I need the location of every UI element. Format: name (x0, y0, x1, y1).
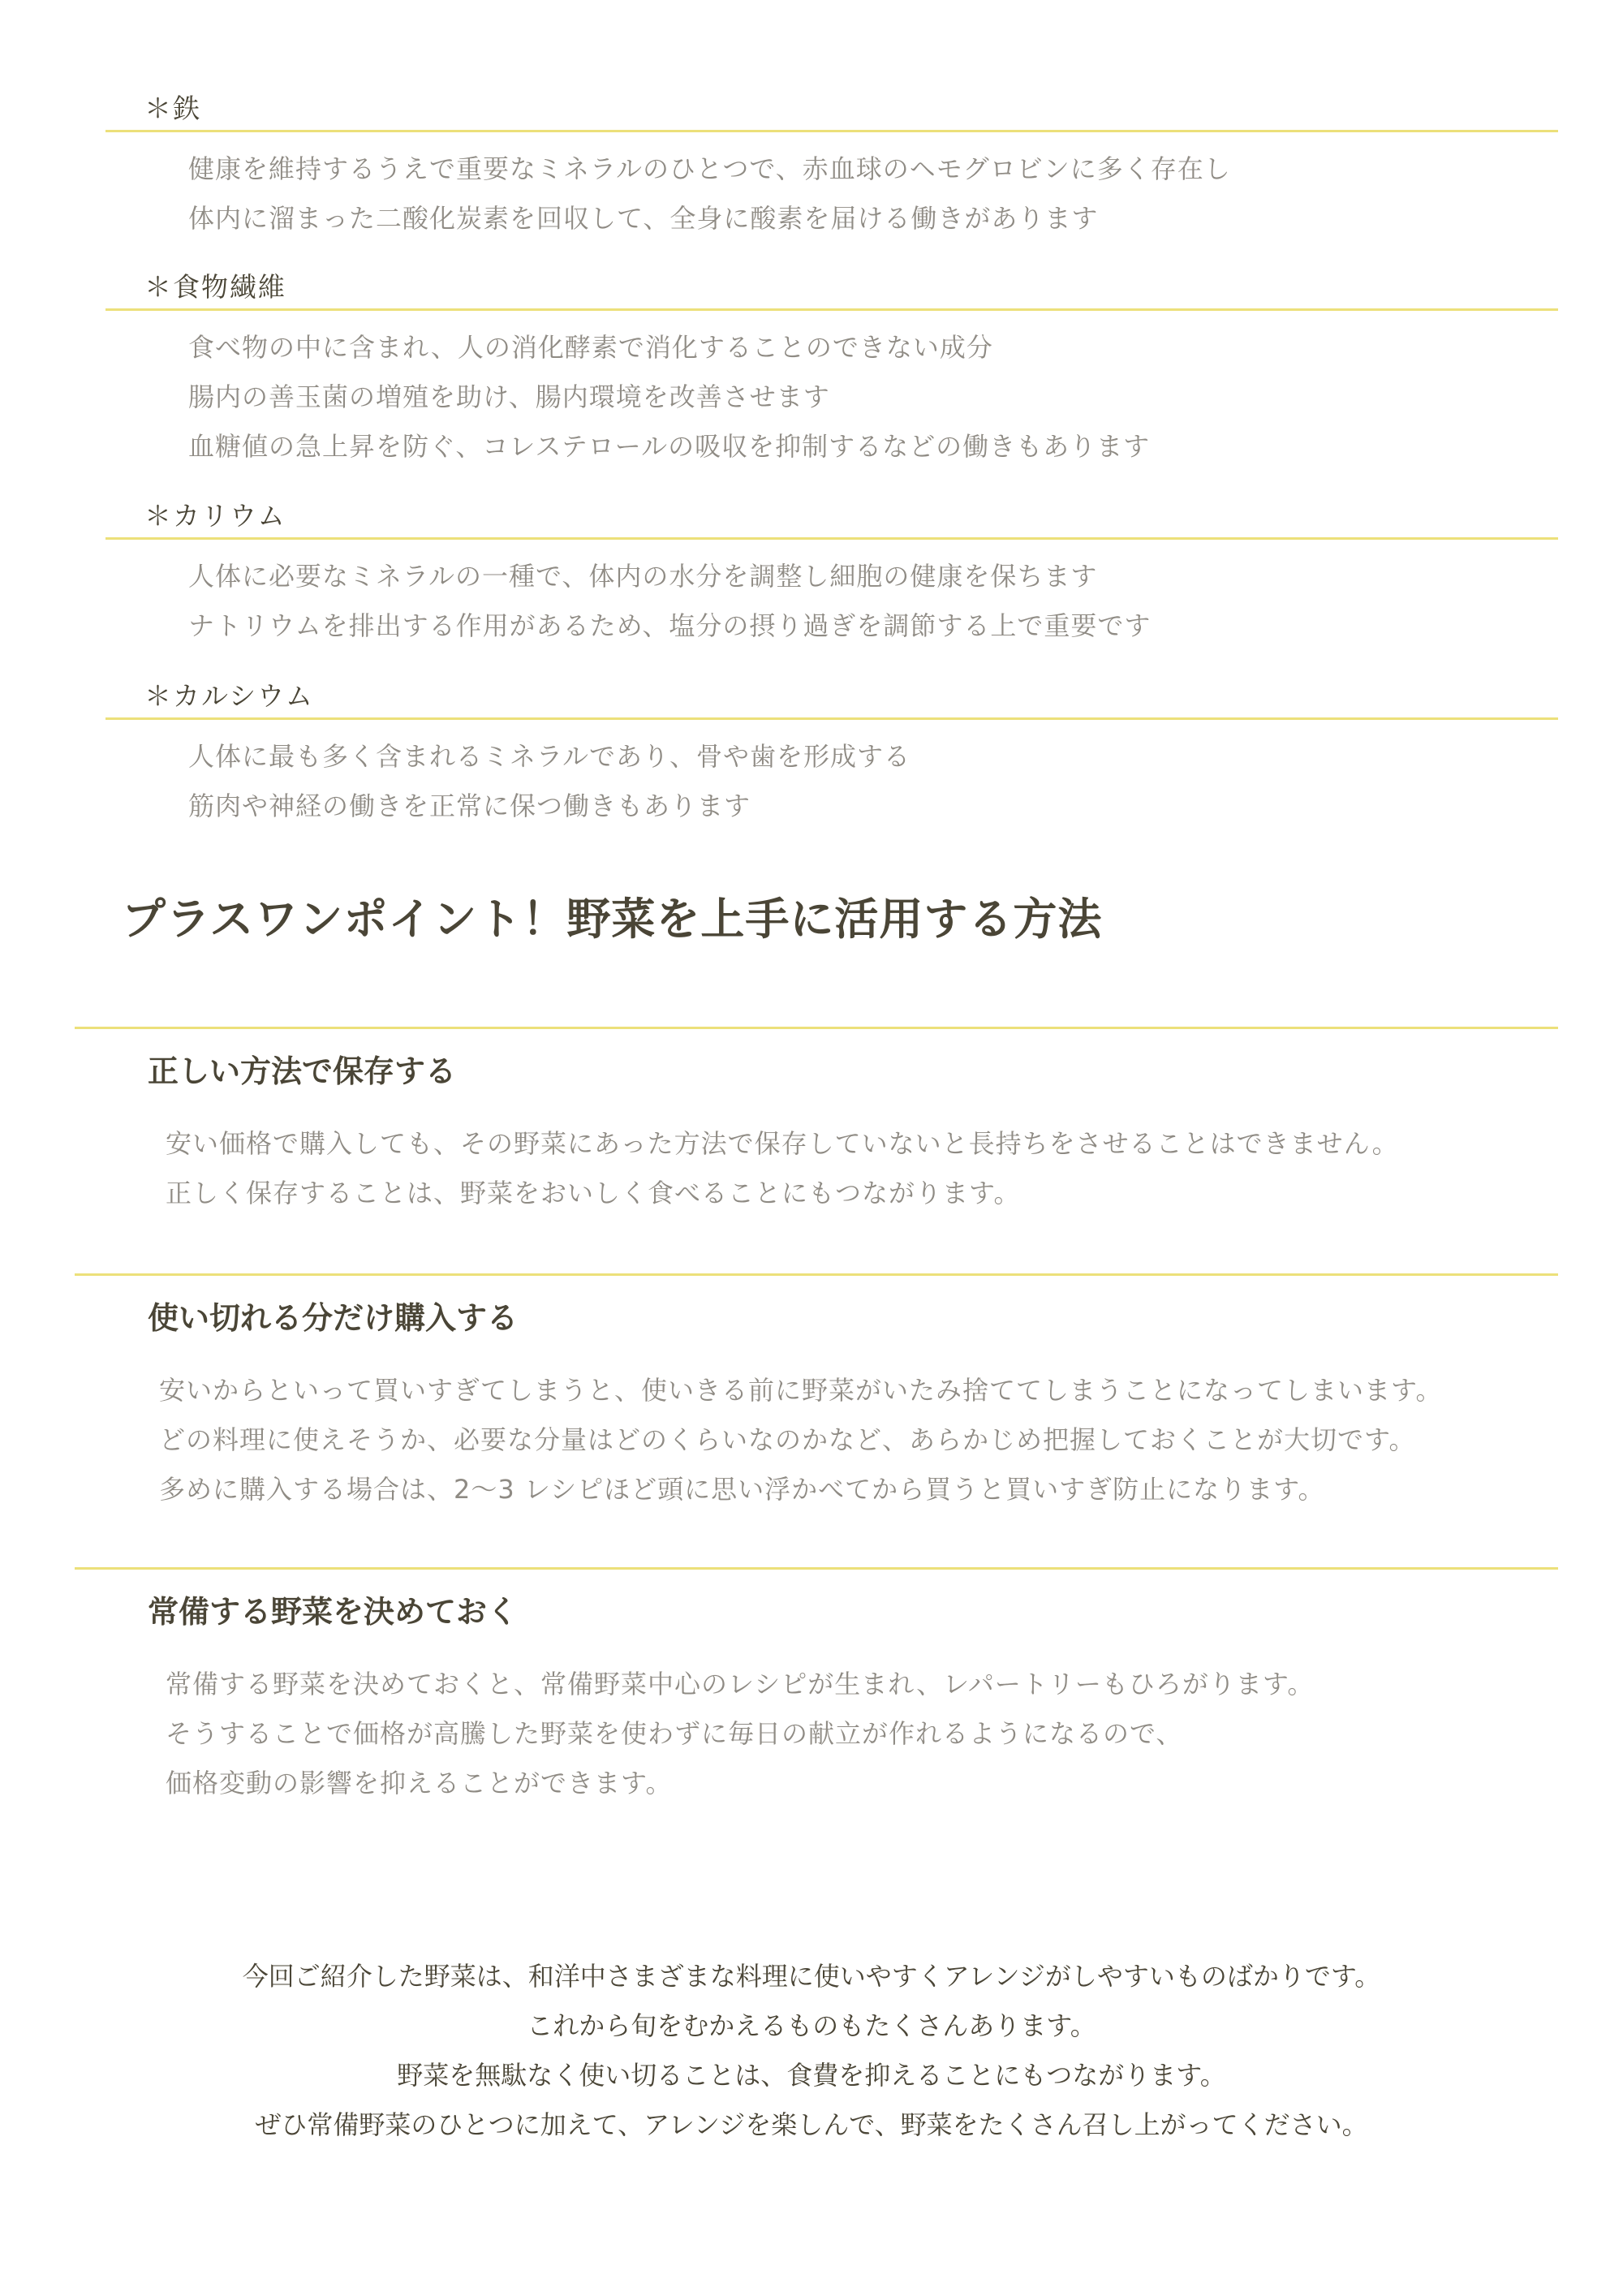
nutrient-description (188, 552, 1151, 651)
section-divider (75, 1567, 1558, 1570)
tip-title: 正しい方法で保存する (148, 1053, 457, 1089)
nutrient-title: ＊カリウム (144, 500, 286, 532)
section-divider (75, 1027, 1558, 1029)
tip-description (159, 1366, 1442, 1514)
closing-line: ぜひ常備野菜のひとつに加えて、アレンジを楽しんで、野菜をたくさん召し上がってください。 (255, 2109, 1368, 2140)
section-divider (105, 717, 1558, 720)
description-line: 価格変動の影響を抑えることができます。 (166, 1768, 673, 1798)
nutrient-description (188, 732, 911, 831)
description-line: 健康を維持するうえで重要なミネラルのひとつで、赤血球のヘモグロビンに多く存在し (188, 153, 1231, 184)
description-line: 安い価格で購入しても、その野菜にあった方法で保存していないと長持ちをさせることはできません。 (166, 1128, 1399, 1159)
section-divider (105, 130, 1558, 132)
description-line: 多めに購入する場合は、2〜3 レシピほど頭に思い浮かべてから買うと買いすぎ防止になります。 (159, 1474, 1325, 1505)
closing-line: 今回ご紹介した野菜は、和洋中さまざまな料理に使いやすくアレンジがしやすいものばかりです。 (242, 1961, 1381, 1992)
closing-line: これから旬をむかえるものもたくさんあります。 (527, 2010, 1096, 2041)
closing-message (0, 1952, 1623, 2150)
description-line: 体内に溜まった二酸化炭素を回収して、全身に酸素を届ける働きがあります (188, 203, 1099, 234)
description-line: そうすることで価格が高騰した野菜を使わずに毎日の献立が作れるようになるので、 (166, 1718, 1183, 1749)
description-line: 人体に最も多く含まれるミネラルであり、骨や歯を形成する (188, 741, 911, 772)
closing-line: 野菜を無駄なく使い切ることは、食費を抑えることにもつながります。 (397, 2060, 1226, 2091)
description-line: ナトリウムを排出する作用があるため、塩分の摂り過ぎを調節する上で重要です (188, 610, 1152, 641)
description-line: 血糖値の急上昇を防ぐ、コレステロールの吸収を抑制するなどの働きもあります (188, 431, 1151, 462)
tip-title: 常備する野菜を決めておく (148, 1594, 519, 1630)
section-divider (105, 537, 1558, 540)
nutrient-description (188, 323, 1150, 472)
nutrient-title: ＊カルシウム (144, 680, 314, 712)
page-title: プラスワンポイント！野菜を上手に活用する方法 (122, 894, 1103, 945)
section-divider (105, 308, 1558, 311)
description-line: 人体に必要なミネラルの一種で、体内の水分を調整し細胞の健康を保ちます (188, 561, 1098, 592)
description-line: 筋肉や神経の働きを正常に保つ働きもあります (188, 790, 751, 821)
nutrient-title: ＊鉄 (144, 93, 201, 124)
description-line: 腸内の善玉菌の増殖を助け、腸内環境を改善させます (188, 381, 830, 412)
description-line: どの料理に使えそうか、必要な分量はどのくらいなのかなど、あらかじめ把握しておくことが大切です。 (159, 1424, 1416, 1455)
description-line: 安いからといって買いすぎてしまうと、使いきる前に野菜がいたみ捨ててしまうことになってしまいます。 (159, 1375, 1443, 1406)
tip-title: 使い切れる分だけ購入する (148, 1300, 519, 1336)
description-line: 常備する野菜を決めておくと、常備野菜中心のレシピが生まれ、レパートリーもひろがります。 (166, 1669, 1315, 1699)
tip-description (166, 1660, 1314, 1808)
description-line: 正しく保存することは、野菜をおいしく食べることにもつながります。 (166, 1178, 1021, 1208)
nutrient-description (188, 144, 1231, 243)
tip-description (166, 1119, 1399, 1218)
description-line: 食べ物の中に含まれ、人の消化酵素で消化することのできない成分 (188, 332, 993, 363)
section-divider (75, 1273, 1558, 1276)
nutrient-title: ＊食物繊維 (144, 271, 286, 303)
